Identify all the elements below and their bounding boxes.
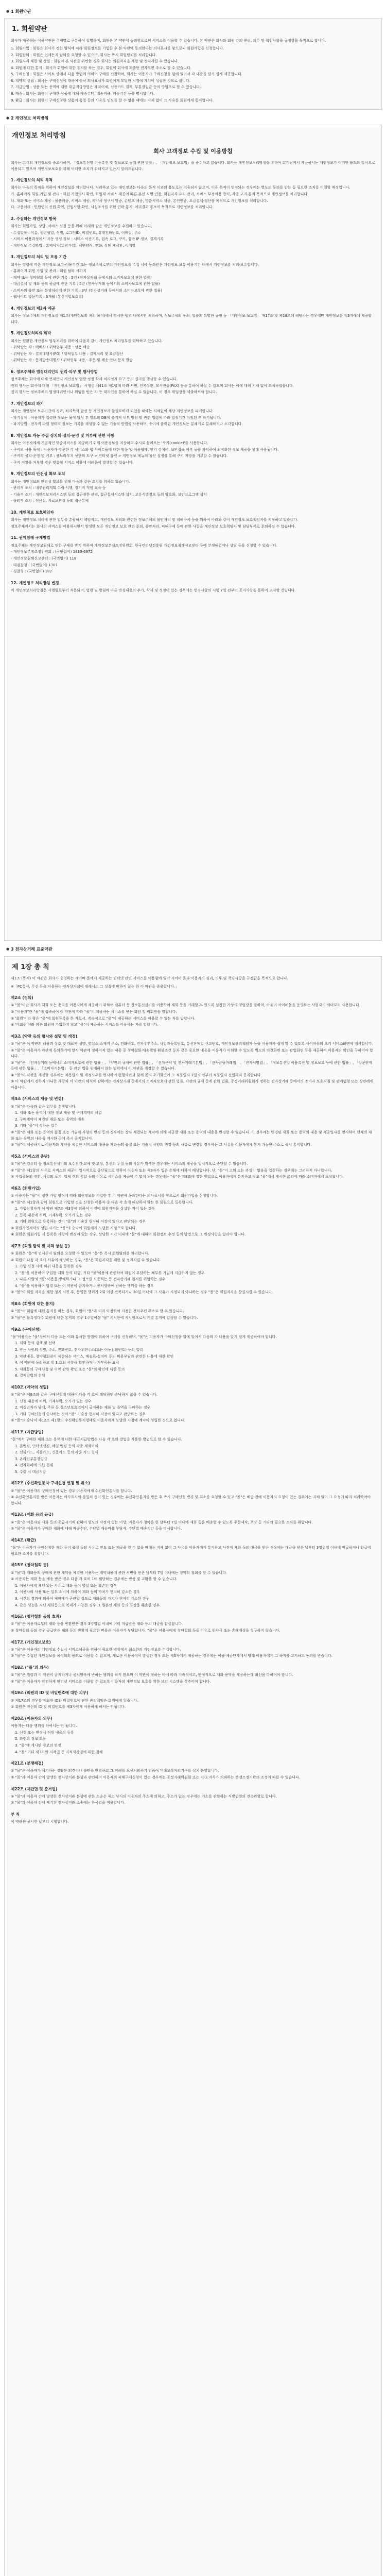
- list-item: - 쿠키의 설치·운영 및 거부 : 웹브라우저 상단의 도구 > 인터넷 옵션 > 개인정보 메뉴의 옵션 설정을 통해 쿠키 저장을 거부할 수 있습니다.: [11, 454, 228, 459]
- list-item: ① "몰"은 이용자로부터 재화 등을 반환받은 경우 3영업일 이내에 이미 지급받은 재화 등의 대금을 환급합니다.: [11, 1622, 183, 1626]
- centered-heading: 회사 고객정보 수집 및 이용방침: [153, 147, 233, 155]
- list-item: 2. 구매계약이 체결된 재화 또는 용역의 배송: [15, 1117, 84, 1122]
- list-item: ② 회원은 자신의 ID 및 비밀번호를 제3자에게 이용하게 해서는 안됩니다.: [11, 1705, 126, 1709]
- list-item: ② 수신확인통지를 받은 이용자는 의사표시의 불일치 등이 있는 경우에는 수신확인통지를 받은 후 즉시 구매신청 변경 및 취소를 요청할 수 있고 "몰"은 배송 전에 이용자의 요청이 있는 경우에는 지체 없이 그 요청에 따라 처리하여야 합니다.: [11, 1495, 371, 1505]
- list-item: - 개인정보분쟁조정위원회 : (국번없이) 1833-6972: [11, 550, 93, 554]
- section-heading: 6. 정보주체와 법정대리인의 권리·의무 및 행사방법: [11, 369, 98, 374]
- section-heading: 제12조 (수신확인통지·구매신청 변경 및 취소): [11, 1481, 90, 1486]
- list-item: 1. 재화 또는 용역에 대한 정보 제공 및 구매계약의 체결: [15, 1111, 102, 1115]
- list-item: - 기술적 조치 : 개인정보처리시스템 등의 접근권한 관리, 접근통제시스템 설치, 고유식별정보 등의 암호화, 보안프로그램 설치: [11, 492, 207, 497]
- list-item: - 개인정보침해신고센터 : (국번없이) 118: [11, 556, 77, 561]
- list-item: 3. 온라인무통장입금: [15, 1456, 47, 1461]
- list-item: - 대금결제 및 재화 등의 공급에 관한 기록 : 5년 (전자상거래 등에서의 소비자보호에 관한 법률): [11, 282, 160, 286]
- list-item: 회사는 개인정보의 안전성 확보를 위해 다음과 같은 조치를 취하고 있습니다.: [11, 479, 130, 484]
- list-item: ① "몰"은 제9조와 같은 구매신청에 대하여 다음 각 호에 해당하면 승낙하지 않을 수 있습니다.: [11, 1393, 157, 1397]
- list-item: - 홈페이지 회원 가입 및 관리 : 회원 탈퇴 시까지: [11, 269, 86, 274]
- list-item: 5. 재화등의 구매신청 및 이에 관한 확인 또는 "몰"의 확인에 대한 동의: [15, 1367, 125, 1371]
- list-item: ② "몰"은 이용자가 구매한 재화에 대해 배송수단, 수단별 배송비용 부담자, 수단별 배송기간 등을 명시합니다.: [11, 1527, 182, 1531]
- list-item: - 물리적 조치 : 전산실, 자료보관실 등의 접근통제: [11, 499, 89, 503]
- bullet-icon: ●: [6, 116, 10, 120]
- list-item: 2. 선불카드, 직불카드, 신용카드 등의 각종 카드 결제: [15, 1450, 98, 1455]
- list-item: ② "몰"과 이용자 간에 발생한 전자상거래 분쟁과 관련하여 이용자의 피해구제신청이 있는 경우에는 공정거래위원회 또는 시·도지사가 의뢰하는 분쟁조정기관의 조정에 따를 수 있습니다.: [11, 1775, 301, 1780]
- list-item: 2. 회원탈퇴 : 회원은 언제든지 탈퇴를 요청할 수 있으며, 회사는 즉시 회원탈퇴를 처리합니다.: [11, 53, 157, 57]
- section-heading: 제17조 (개인정보보호): [11, 1639, 51, 1645]
- list-item: - 쿠키의 사용 목적 : 이용자가 방문한 각 서비스와 웹 사이트들에 대한 방문 및 이용형태, 인기 검색어, 보안접속 여부 등을 파악하여 최적화된 정보 제공을 위해 사용됩니다.: [11, 447, 279, 452]
- list-item: "몰"에서 구매한 재화 또는 용역에 대한 대금지급방법은 다음 각 호의 방법중 가용한 방법으로 할 수 있습니다.: [11, 1437, 182, 1442]
- list-item: 회사는 이용자에게 개별적인 맞춤서비스를 제공하기 위해 이용정보를 저장하고 수시로 불러오는 '쿠키(cookie)'를 사용합니다.: [11, 441, 208, 446]
- list-item: 1. 신청 내용에 허위, 기재누락, 오기가 있는 경우: [15, 1399, 92, 1403]
- list-item: ③ 사업종목의 전환, 사업의 포기, 업체 간의 통합 등의 이유로 서비스를 제공할 수 없게 되는 경우에는 "몰"은 제8조에 정한 방법으로 이용자에게 통지하고 당초 "몰"에서 제시한 조건에 따라 소비자에게 보상합니다.: [11, 1175, 344, 1179]
- list-item: ② "몰"은 재화 또는 용역의 품절 또는 기술적 사양의 변경 등의 경우에는 장차 체결되는 계약에 의해 제공할 재화 또는 용역의 내용을 변경할 수 있습니다. 이 경우에는 변경된 재화 또는 용역의 내용 및 제공일자를 명시하여 현재의 재화 또는 용역의 내용을 게시한 곳에 즉시 공지합니다.: [11, 1130, 372, 1141]
- list-item: 가. 홈페이지 회원 가입 및 관리 : 회원 가입의사 확인, 회원제 서비스 제공에 따른 본인 식별·인증, 회원자격 유지·관리, 서비스 부정이용 방지, 각종 고지·통지 목적으로 개인정보를 처리합니다.: [11, 192, 309, 196]
- list-item: ② "이용자"란 "몰"에 접속하여 이 약관에 따라 "몰"이 제공하는 서비스를 받는 회원 및 비회원을 말합니다.: [11, 1010, 177, 1014]
- paragraph: 회사가 제공하는 이용약관은 주제별로 구분하여 설명하며, 회원은 본 약관에 동의함으로써 서비스를 이용할 수 있습니다. 본 약관은 회사와 회원 간의 권리, 의무 및 책임사항을 규정함을 목적으로 합니다.: [11, 38, 326, 43]
- terms-title: 1. 회원약관: [12, 25, 47, 33]
- bullet-icon: ●: [6, 947, 10, 952]
- list-item: ① "몰"이 회원에 대한 통지를 하는 경우, 회원이 "몰"과 미리 약정하여 지정한 전자우편 주소로 할 수 있습니다.: [11, 1309, 184, 1314]
- list-item: 3. 다른 사람의 "몰" 이용을 방해하거나 그 정보를 도용하는 등 전자상거래 질서를 위협하는 경우: [15, 1277, 166, 1282]
- section-heading: 제21조 (분쟁해결): [11, 1761, 44, 1766]
- list-item: 9. 환급 : 회사는 회원이 구매신청한 상품이 품절 등의 사유로 인도를 할 수 없을 때에는 지체 없이 그 사유를 회원에게 통지합니다.: [11, 98, 214, 103]
- list-item: - 파기방법 : 전자적 파일 형태의 정보는 기록을 재생할 수 없는 기술적 방법을 사용하며, 종이에 출력된 개인정보는 분쇄기로 분쇄하거나 소각합니다.: [11, 422, 243, 427]
- list-item: "몰"은 이용자가 구매신청한 재화 등이 품절 등의 사유로 인도 또는 제공을 할 수 없을 때에는 지체 없이 그 사유를 이용자에게 통지하고 사전에 재화 등의 대금을 받은 경우에는 대금을 받은 날부터 3영업일 이내에 환급하거나 환급에 필요한 조치를 취합니다.: [11, 1546, 371, 1556]
- section-heading: 제16조 (청약철회 등의 효과): [11, 1614, 61, 1619]
- list-item: 2. 미성년자가 담배, 주류 등 청소년보호법에서 금지하는 재화 및 용역을 구매하는 경우: [15, 1405, 151, 1410]
- list-item: ① "몰"과 이용자 간에 발생한 전자상거래 분쟁에 관한 소송은 제소 당시의 이용자의 주소에 의하고, 주소가 없는 경우에는 거소를 관할하는 지방법원의 전속관할로 합니다.: [11, 1794, 277, 1799]
- list-item: 3. 기타 회원으로 등록하는 것이 "몰"의 기술상 현저히 지장이 있다고 판단되는 경우: [15, 1219, 146, 1224]
- list-item: 1. 신청 또는 변경시 허위 내용의 등록: [15, 1730, 74, 1735]
- section-heading: 제2조 (정의): [11, 995, 33, 1001]
- list-item: - 수집항목 : 이름, 생년월일, 성별, 로그인ID, 비밀번호, 휴대전화번호, 이메일, 주소: [11, 230, 142, 235]
- section-label-text: 2 개인정보 처리방침: [11, 116, 49, 121]
- section-label-text: 1 회원약관: [11, 9, 31, 14]
- list-item: 회사는 다음의 목적을 위하여 개인정보를 처리합니다. 처리하고 있는 개인정보는 다음의 목적 이외의 용도로는 이용되지 않으며, 이용 목적이 변경되는 경우에는 별도의 동의를 받는 등 필요한 조치를 이행할 예정입니다.: [11, 185, 350, 190]
- list-item: 2. 이용자의 사용 또는 일부 소비에 의하여 재화 등의 가치가 현저히 감소한 경우: [15, 1590, 141, 1595]
- list-item: 1. 가입 신청 시에 허위 내용을 등록한 경우: [15, 1264, 82, 1269]
- list-item: ③ 회원가입계약의 성립 시기는 "몰"의 승낙이 회원에게 도달한 시점으로 합니다.: [11, 1226, 137, 1230]
- list-item: ② "몰"은 제1항의 사유로 서비스의 제공이 일시적으로 중단됨으로 인하여 이용자 또는 제3자가 입은 손해에 대하여 배상합니다. 단, "몰"이 고의 또는 과실이 없음을 입증하는 경우에는 그러하지 아니합니다.: [11, 1168, 332, 1173]
- list-item: 회사는 회원가입, 상담, 서비스 신청 등을 위해 아래와 같은 개인정보를 수집하고 있습니다.: [11, 224, 152, 228]
- list-item: 회사는 정보주체의 개인정보를 제1조(개인정보의 처리 목적)에서 명시한 범위 내에서만 처리하며, 정보주체의 동의, 법률의 특별한 규정 등 「개인정보 보호법」 제17조 및 제18조에 해당하는 경우에만 개인정보를 제3자에게 제공합니다.: [11, 314, 372, 324]
- list-item: - 파기절차 : 이용자가 입력한 정보는 목적 달성 후 별도의 DB에 옮겨져 내부 방침 및 관련 법령에 따라 일정기간 저장된 후 파기됩니다.: [11, 415, 221, 420]
- list-item: 2. 받는 사람의 성명, 주소, 전화번호, 전자우편주소(또는 이동전화번호) 등의 입력: [15, 1347, 143, 1352]
- list-item: 이 개인정보처리방침은 시행일로부터 적용되며, 법령 및 방침에 따른 변경내용의 추가, 삭제 및 정정이 있는 경우에는 변경사항의 시행 7일 전부터 공지사항을 통하여 고지할 것입니다.: [11, 588, 296, 592]
- list-item: ② "몰"은 불특정다수 회원에 대한 통지의 경우 1주일이상 "몰" 게시판에 게시함으로서 개별 통지에 갈음할 수 있습니다.: [11, 1315, 198, 1320]
- list-item: ② "몰"과 이용자 간에 제기된 전자상거래 소송에는 한국법을 적용합니다.: [11, 1801, 126, 1805]
- section-heading: 제9조 (구매신청): [11, 1327, 41, 1332]
- list-item: "몰"이용자는 "몰"상에서 다음 또는 이와 유사한 방법에 의하여 구매를 신청하며, "몰"은 이용자가 구매신청을 함에 있어서 다음의 각 내용을 알기 쉽게 제공하여야 합니다.: [11, 1334, 277, 1339]
- section-heading: 제15조 (청약철회 등): [11, 1563, 49, 1568]
- section-heading: 제20조 (이용자의 의무): [11, 1716, 52, 1721]
- section-heading: 제19조 (회원의 ID 및 비밀번호에 대한 의무): [11, 1690, 89, 1696]
- list-item: 3. 시간의 경과에 의하여 재판매가 곤란할 정도로 재화등의 가치가 현저히 감소한 경우: [15, 1596, 150, 1601]
- list-item: ⑤ 이 약관에서 정하지 아니한 사항과 이 약관의 해석에 관하여는 전자상거래 등에서의 소비자보호에 관한 법률, 약관의 규제 등에 관한 법률, 공정거래위원회가 정하는 전자상거래 등에서의 소비자 보호지침 및 관계법령 또는 상관례에 따릅니다.: [11, 1079, 374, 1090]
- list-item: - 서비스 이용과정에서 자동 생성 정보 : 서비스 이용기록, 접속 로그, 쿠키, 접속 IP 정보, 결제기록: [11, 237, 164, 242]
- list-item: 1. 회원가입 : 회원은 회사가 정한 양식에 따라 회원정보를 기입한 후 본 약관에 동의한다는 의사표시를 함으로써 회원가입을 신청합니다.: [11, 46, 224, 51]
- list-item: - 관리적 조치 : 내부관리계획 수립·시행, 정기적 직원 교육 등: [11, 486, 106, 490]
- list-item: ① "몰"은 이용자와 재화 등의 공급시기에 관하여 별도의 약정이 없는 이상, 이용자가 청약을 한 날부터 7일 이내에 재화 등을 배송할 수 있도록 주문제작, 포장 등 기타의 필요한 조치를 취합니다.: [11, 1520, 313, 1524]
- list-item: 4. "몰" 기타 제3자의 저작권 등 지적재산권에 대한 침해: [15, 1750, 103, 1754]
- list-item: ① "몰"은 이용자의 구매신청이 있는 경우 이용자에게 수신확인통지를 합니다.: [11, 1488, 132, 1493]
- list-item: ② 이용자는 재화 등을 배송 받은 경우 다음 각 호의 1에 해당하는 경우에는 반품 및 교환을 할 수 없습니다.: [11, 1577, 178, 1582]
- section-heading: 제8조 (회원에 대한 통지): [11, 1301, 55, 1307]
- section-heading: 제11조 (지급방법): [11, 1429, 44, 1434]
- list-item: ② "몰"은 이용자가 안전하게 인터넷 서비스를 이용할 수 있도록 이용자의 개인정보 보호를 위한 보안 시스템을 갖추어야 합니다.: [11, 1679, 211, 1684]
- list-item: 6. 계약의 성립 : 회사는 구매신청에 대하여 승낙 의사표시가 회원에게 도달한 시점에 계약이 성립한 것으로 봅니다.: [11, 78, 190, 83]
- list-item: ④ "몰"이 약관을 개정할 경우에는 적용일자 및 개정사유를 명시하여 현행약관과 함께 몰의 초기화면에 그 적용일자 7일 이전부터 적용일자 전일까지 공지합니다.: [11, 1073, 262, 1077]
- list-item: 4. 회원에 대한 통지 : 회사가 회원에 대한 통지를 하는 경우, 회원이 회사에 제출한 전자우편 주소로 할 수 있습니다.: [11, 65, 192, 70]
- section-heading: 11. 권익침해 구제방법: [11, 535, 50, 540]
- list-item: - 소비자의 불만 또는 분쟁처리에 관한 기록 : 3년 (전자상거래 등에서의 소비자보호에 관한 법률): [11, 288, 162, 293]
- list-item: ① 제17조의 경우를 제외한 ID와 비밀번호에 관한 관리책임은 회원에게 있습니다.: [11, 1698, 138, 1703]
- list-item: 3. 약관내용, 청약철회권이 제한되는 서비스, 배송료·설치비 등의 비용부담과 관련한 내용에 대한 확인: [15, 1354, 174, 1359]
- list-item: 정보주체는 개인정보침해로 인한 구제를 받기 위하여 개인정보분쟁조정위원회, 한국인터넷진흥원 개인정보침해신고센터 등에 분쟁해결이나 상담 등을 신청할 수 있습니다.: [11, 543, 277, 548]
- section-heading: 부 칙: [11, 1812, 20, 1817]
- list-item: 4. "몰"을 이용하여 법령 또는 이 약관이 금지하거나 공서양속에 반하는 행위를 하는 경우: [15, 1283, 154, 1288]
- section-label-terms: [6, 8, 382, 15]
- list-item: 나. 재화 또는 서비스 제공 : 물품배송, 서비스 제공, 계약서·청구서 발송, 콘텐츠 제공, 맞춤서비스 제공, 본인인증, 요금결제·정산을 목적으로 개인정보를 처리합니다.: [11, 198, 268, 203]
- list-item: 8. 배송 : 회사는 회원이 구매한 상품에 대해 배송수단, 배송비용, 배송기간 등을 명시합니다.: [11, 92, 155, 96]
- section-heading: 제10조 (계약의 성립): [11, 1384, 49, 1389]
- list-item: 회사는 개인정보 처리에 관한 업무를 총괄해서 책임지고, 개인정보 처리와 관련한 정보주체의 불만처리 및 피해구제 등을 위하여 아래와 같이 개인정보 보호책임자를 지정하고 있습니다.: [11, 518, 299, 522]
- list-item: 다. 고충처리 : 민원인의 신원 확인, 민원사항 확인, 사실조사를 위한 연락·통지, 처리결과 통보의 목적으로 개인정보를 처리합니다.: [11, 205, 214, 210]
- list-item: - 쿠키 저장을 거부할 경우 맞춤형 서비스 이용에 어려움이 발생할 수 있습니다.: [11, 460, 134, 465]
- section-heading: 1. 개인정보의 처리 목적: [11, 178, 53, 183]
- list-item: 2. "몰"을 이용하여 구입한 재화 등의 대금, 기타 "몰"이용에 관련하여 회원이 부담하는 채무를 기일에 지급하지 않는 경우: [15, 1270, 205, 1275]
- list-item: - 위탁받는 자 : 결제대행사(PG) / 위탁업무 내용 : 결제처리 및 요금정산: [11, 351, 124, 356]
- privacy-panel[interactable]: [4, 125, 382, 941]
- privacy-title: 개인정보 처리방침: [12, 132, 66, 140]
- list-item: 권리 행사는 정보주체의 법정대리인이나 위임을 받은 자 등 대리인을 통하여 하실 수 있습니다. 이 경우 위임장을 제출하셔야 합니다.: [11, 390, 217, 395]
- list-item: 1. 이용자에게 책임 있는 사유로 재화 등이 멸실 또는 훼손된 경우: [15, 1583, 117, 1588]
- list-item: ② 청약철회 등의 경우 공급받은 재화 등의 반환에 필요한 비용은 이용자가 부담합니다. "몰"은 이용자에게 청약철회 등을 이유로 위약금 또는 손해배상을 청구하지 않습니다.: [11, 1629, 280, 1633]
- section-label-commerce: [6, 946, 382, 953]
- list-item: 회사는 법령에 따른 개인정보 보유·이용기간 또는 정보주체로부터 개인정보를 수집 시에 동의받은 개인정보 보유·이용기간 내에서 개인정보를 처리·보유합니다.: [11, 262, 259, 267]
- list-item: ③ "몰"은 「전자상거래 등에서의 소비자보호에 관한 법률」, 「약관의 규제에 관한 법률」, 「전자문서 및 전자거래기본법」, 「전자금융거래법」, 「전자서명법」, 「정보통신망 이용촉진 및 정보보호 등에 관한 법률」, 「방문판매 등에 관한 법률」, 「소비자기본법」 등 관련 법을 위배하지 않는 범위에서 이 약관을 개정할 수 있습니다.: [11, 1060, 373, 1071]
- list-item: - 위탁받는 자 : 문자발송대행사 / 위탁업무 내용 : 주문 및 배송 안내 문자 발송: [11, 358, 133, 363]
- list-item: ② "몰"은 제1항과 같이 회원으로 가입할 것을 신청한 이용자 중 다음 각 호에 해당하지 않는 한 회원으로 등록합니다.: [11, 1200, 194, 1205]
- list-item: 3. 회원자격 제한 및 상실 : 회원이 본 약관을 위반한 경우 회사는 회원자격을 제한 및 정지시킬 수 있습니다.: [11, 59, 179, 64]
- list-item: 이용자는 다음 행위를 하여서는 안 됩니다.: [11, 1724, 77, 1728]
- section-heading: 8. 개인정보 자동 수집 장치의 설치·운영 및 거부에 관한 사항: [11, 433, 115, 438]
- section-heading: 5. 개인정보처리의 위탁: [11, 331, 51, 336]
- section-heading: 제14조 (환급): [11, 1537, 36, 1543]
- section-heading: 제7조 (회원 탈퇴 및 자격 상실 등): [11, 1243, 70, 1248]
- list-item: 4. 전자화폐에 의한 결제: [15, 1463, 54, 1468]
- list-item: 회사는 개인정보 보유기간의 경과, 처리목적 달성 등 개인정보가 불필요하게 되었을 때에는 지체없이 해당 개인정보를 파기합니다.: [11, 409, 214, 414]
- list-item: 5. 구매신청 : 회원은 사이트 상에서 다음 방법에 의하여 구매를 신청하며, 회사는 이용자가 구매신청을 함에 있어서 각 내용을 알기 쉽게 제공합니다.: [11, 72, 243, 77]
- list-item: ① "몰"은 이용자가 제기하는 정당한 의견이나 불만을 반영하고 그 피해를 보상처리하기 위하여 피해보상처리기구를 설치·운영합니다.: [11, 1769, 219, 1773]
- list-item: ① "몰"은 법령과 이 약관이 금지하거나 공서양속에 반하는 행위를 하지 않으며 이 약관이 정하는 바에 따라 지속적이고, 안정적으로 재화·용역을 제공하는데 최선을 다하여야 합니다.: [11, 1673, 293, 1677]
- list-item: 권리 행사는 회사에 대해 「개인정보 보호법」 시행령 제41조 제1항에 따라 서면, 전자우편, 모사전송(FAX) 등을 통하여 하실 수 있으며 회사는 이에 대해 지체 없이 조치하겠습니다.: [11, 383, 294, 388]
- bullet-icon: ●: [6, 9, 10, 13]
- section-heading: 9. 개인정보의 안전성 확보 조치: [11, 471, 65, 477]
- list-item: ② "몰"의 승낙이 제12조 제1항의 수신확인통지형태로 이용자에게 도달한 시점에 계약이 성립한 것으로 봅니다.: [11, 1418, 186, 1423]
- list-item: ④ 회원은 회원가입 시 등록한 사항에 변경이 있는 경우, 상당한 기간 이내에 "몰"에 대하여 회원정보 수정 등의 방법으로 그 변경사항을 알려야 합니다.: [11, 1232, 246, 1237]
- list-item: ② 회원이 다음 각 호의 사유에 해당하는 경우, "몰"은 회원자격을 제한 및 정지시킬 수 있습니다.: [11, 1258, 161, 1262]
- section-heading: 2. 수집하는 개인정보 항목: [11, 216, 57, 221]
- commerce-terms-panel[interactable]: [4, 956, 382, 2576]
- list-item: 3. "몰"에 게시된 정보의 변경: [15, 1743, 61, 1748]
- section-heading: 7. 개인정보의 파기: [11, 401, 44, 406]
- list-item: 3. 기타 "몰"이 정하는 업무: [15, 1124, 58, 1128]
- list-item: 7. 지급방법 : 상품 또는 용역에 대한 대금지급방법은 계좌이체, 신용카드 결제, 무통장입금 등의 방법으로 할 수 있습니다.: [11, 85, 201, 90]
- list-item: ② "몰"은 수집된 개인정보를 목적외의 용도로 이용할 수 없으며, 새로운 이용목적이 발생한 경우 또는 제3자에게 제공하는 경우에는 이용·제공단계에서 당해 이용자에게 그 목적을 고지하고 동의를 받습니다.: [11, 1654, 332, 1658]
- section-heading: 제4조 (서비스의 제공 및 변경): [11, 1096, 64, 1101]
- list-item: 6. 결제방법의 선택: [15, 1374, 45, 1378]
- section-heading: 제5조 (서비스의 중단): [11, 1154, 50, 1159]
- section-heading: 12. 개인정보 처리방침 변경: [11, 580, 59, 585]
- section-heading: 제3조 (약관 등의 명시와 설명 및 개정): [11, 1033, 78, 1039]
- section-heading: 4. 개인정보의 제3자 제공: [11, 306, 56, 311]
- list-item: 5. 수령 시 대금지급: [15, 1469, 46, 1474]
- commerce-terms-title: 제 1장 총 칙: [12, 963, 49, 971]
- list-item: 정보주체는 회사에 대해 언제든지 개인정보 열람·정정·삭제·처리정지 요구 등의 권리를 행사할 수 있습니다.: [11, 377, 178, 382]
- paragraph: ※「PC통신, 무선 등을 이용하는 전자상거래에 대해서도 그 성질에 반하지 않는 한 이 약관을 준용합니다.」: [11, 984, 179, 989]
- list-item: 4. 이 약관에 동의하고 위 3.호의 사항을 확인하거나 거부하는 표시: [15, 1361, 119, 1365]
- list-item: ③ '회원'이라 함은 "몰"에 회원등록을 한 자로서, 계속적으로 "몰"이 제공하는 서비스를 이용할 수 있는 자를 말합니다.: [11, 1016, 196, 1021]
- list-item: - 경찰청 : (국번없이) 182: [11, 569, 52, 574]
- list-item: - 개인정보 수집방법 : 홈페이지(회원가입), 서면양식, 전화, 상담 게시판, 이메일: [11, 243, 136, 248]
- list-item: 2. 타인의 정보 도용: [15, 1737, 46, 1741]
- section-label-privacy: [6, 115, 382, 122]
- list-item: 회사는 원활한 개인정보 업무처리를 위하여 다음과 같이 개인정보 처리업무를 위탁하고 있습니다.: [11, 338, 163, 343]
- list-item: 정보주체께서는 회사의 서비스를 이용하시면서 발생한 모든 개인정보 보호 관련 문의, 불만처리, 피해구제 등에 관한 사항을 개인정보 보호책임자 및 담당부서로 문의하실 수 있습니다.: [11, 524, 296, 529]
- section-label-text: 3 전자상거래 표준약관: [11, 947, 52, 952]
- list-item: ④ '비회원'이라 함은 회원에 가입하지 않고 "몰"이 제공하는 서비스를 이용하는 자를 말합니다.: [11, 1023, 159, 1027]
- list-item: - 대검찰청 : (국번없이) 1301: [11, 563, 58, 567]
- list-item: ① "몰"은 다음과 같은 업무를 수행합니다.: [11, 1104, 77, 1109]
- list-item: 1. 폰뱅킹, 인터넷뱅킹, 메일 뱅킹 등의 각종 계좌이체: [15, 1444, 98, 1448]
- list-item: ① "몰"은 컴퓨터 등 정보통신설비의 보수점검·교체 및 고장, 통신의 두절 등의 사유가 발생한 경우에는 서비스의 제공을 일시적으로 중단할 수 있습니다.: [11, 1161, 248, 1166]
- list-item: ② "몰"은 이용자가 약관에 동의하기에 앞서 약관에 정하여져 있는 내용 중 청약철회·배송책임·환불조건 등과 같은 중요한 내용을 이용자가 이해할 수 있도록 별도의 연결화면 또는 팝업화면 등을 제공하여 이용자의 확인을 구하여야 합니다.: [11, 1048, 373, 1059]
- list-item: ③ "몰"이 제공하기로 이용자와 계약을 체결한 서비스의 내용을 재화등의 품절 또는 기술적 사양의 변경 등의 사유로 변경할 경우에는 그 사유를 이용자에게 통지 가능한 주소로 즉시 통지합니다.: [11, 1143, 312, 1147]
- section-heading: 제22조 (재판권 및 준거법): [11, 1786, 58, 1791]
- list-item: ① 이용자는 "몰"이 정한 가입 양식에 따라 회원정보를 기입한 후 이 약관에 동의한다는 의사표시를 함으로서 회원가입을 신청합니다.: [11, 1194, 218, 1198]
- section-heading: 10. 개인정보 보호책임자: [11, 510, 54, 515]
- list-item: - 위탁받는 자 : 택배사 / 위탁업무 내용 : 상품 배송: [11, 345, 90, 350]
- list-item: ① "몰"은 이용자의 개인정보 수집시 서비스제공을 위하여 필요한 범위에서 최소한의 개인정보를 수집합니다.: [11, 1647, 181, 1652]
- list-item: ① "몰"이란 회사가 재화 또는 용역을 이용자에게 제공하기 위하여 컴퓨터 등 정보통신설비를 이용하여 재화 등을 거래할 수 있도록 설정한 가상의 영업장을 말하며, 아울러 사이버몰을 운영하는 사업자의 의미로도 사용합니다.: [11, 1003, 361, 1008]
- section-heading: 제13조 (재화 등의 공급): [11, 1512, 54, 1517]
- list-item: - 웹사이트 방문기록 : 3개월 (통신비밀보호법): [11, 295, 83, 299]
- list-item: 1. 재화 등의 검색 및 선택: [15, 1341, 56, 1346]
- list-item: ① "몰"은 이 약관의 내용과 상호 및 대표자 성명, 영업소 소재지 주소, 전화번호, 전자우편주소, 사업자등록번호, 통신판매업 신고번호, 개인정보관리책임자 등을 이용자가 쉽게 알 수 있도록 사이버몰의 초기 서비스화면에 게시합니다.: [11, 1042, 373, 1046]
- list-item: 1. 가입신청자가 이 약관 제7조 제3항에 의하여 이전에 회원자격을 상실한 적이 있는 경우: [15, 1207, 155, 1211]
- list-item: ① 회원은 "몰"에 언제든지 탈퇴를 요청할 수 있으며 "몰"은 즉시 회원탈퇴를 처리합니다.: [11, 1251, 150, 1256]
- paragraph: 회사는 고객의 개인정보를 중요시하며, 「정보통신망 이용촉진 및 정보보호 등에 관한 법률」, 「개인정보 보호법」을 준수하고 있습니다. 회사는 개인정보처리방침을 통하여 고객님께서 제공하시는 개인정보가 어떠한 용도와 방식으로 이용되고 있으며 개인정보보호를 위해 어떠한 조치가 취해지고 있는지 알려드립니다.: [11, 160, 375, 171]
- list-item: - 계약 또는 청약철회 등에 관한 기록 : 5년 (전자상거래 등에서의 소비자보호에 관한 법률): [11, 275, 152, 280]
- section-heading: 제6조 (회원가입): [11, 1185, 41, 1191]
- list-item: 3. 기타 구매신청에 승낙하는 것이 "몰" 기술상 현저히 지장이 있다고 판단하는 경우: [15, 1412, 146, 1416]
- list-item: 4. 같은 성능을 지닌 재화등으로 복제가 가능한 경우 그 원본인 재화 등의 포장을 훼손한 경우: [15, 1603, 160, 1607]
- terms-panel[interactable]: [4, 18, 382, 110]
- list-item: 이 약관은 공시한 날부터 시행합니다.: [11, 1820, 69, 1824]
- list-item: ① "몰"과 재화등의 구매에 관한 계약을 체결한 이용자는 계약내용에 관한 서면을 받은 날부터 7일 이내에는 청약의 철회를 할 수 있습니다.: [11, 1570, 227, 1575]
- section-heading: 제18조 ("몰"의 의무): [11, 1665, 49, 1670]
- section-heading: 3. 개인정보의 처리 및 보유 기간: [11, 255, 67, 260]
- list-item: ③ "몰"이 회원 자격을 제한·정지 시킨 후, 동일한 행위가 2회 이상 반복되거나 30일 이내에 그 사유가 시정되지 아니하는 경우 "몰"은 회원자격을 상실시킬 수 있습니다.: [11, 1290, 273, 1295]
- paragraph: 제1조 (목적) 이 약관은 회사가 운영하는 사이버 몰에서 제공하는 인터넷 관련 서비스를 이용함에 있어 사이버 몰과 이용자의 권리, 의무 및 책임사항을 규정함을 목적으로 합니다.: [11, 976, 288, 980]
- list-item: 2. 등록 내용에 허위, 기재누락, 오기가 있는 경우: [15, 1213, 92, 1217]
